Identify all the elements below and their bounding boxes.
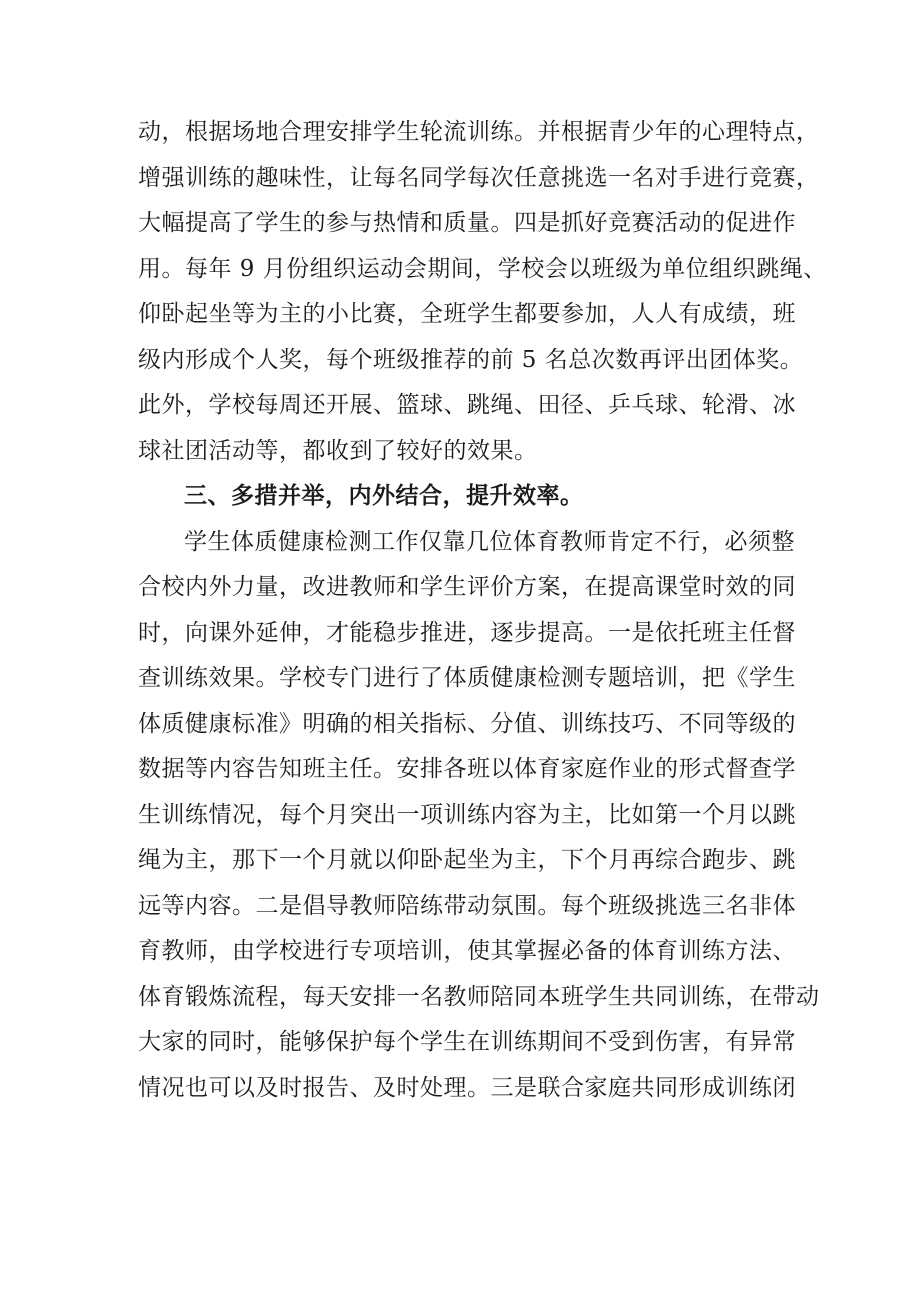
text-line: 球社团活动等，都收到了较好的效果。 [138, 437, 538, 464]
text-line: 育教师，由学校进行专项培训，使其掌握必备的体育训练方法、 [138, 938, 796, 964]
text-line: 动，根据场地合理安排学生轮流训练。并根据青少年的心理特点， [138, 119, 820, 145]
text-line: 生训练情况，每个月突出一项训练内容为主，比如第一个月以跳 [138, 801, 796, 828]
text-line: 大家的同时，能够保护每个学生在训练期间不受到伤害，有异常 [138, 1029, 796, 1055]
section-heading: 三、多措并举，内外结合，提升效率。 [184, 483, 584, 509]
text-line: 查训练效果。学校专门进行了体质健康检测专题培训，把《学生 [138, 665, 796, 691]
text-line: 时，向课外延伸，才能稳步推进，逐步提高。一是依托班主任督 [138, 619, 796, 646]
text-line: 情况也可以及时报告、及时处理。三是联合家庭共同形成训练闭 [138, 1074, 796, 1101]
text-line: 绳为主，那下一个月就以仰卧起坐为主，下个月再综合跑步、跳 [138, 847, 796, 873]
text-line: 增强训练的趣味性，让每名同学每次任意挑选一名对手进行竞赛， [138, 164, 820, 191]
text-line: 体质健康标准》明确的相关指标、分值、训练技巧、不同等级的 [138, 710, 796, 737]
text-line: 大幅提高了学生的参与热情和质量。四是抓好竞赛活动的促进作 [138, 210, 796, 236]
text-line: 用。每年 9 月份组织运动会期间，学校会以班级为单位组织跳绳、 [138, 255, 827, 282]
text-line: 体育锻炼流程，每天安排一名教师陪同本班学生共同训练，在带动 [138, 983, 820, 1010]
paragraph-2 [138, 520, 820, 1112]
text-line: 学生体质健康检测工作仅靠几位体育教师肯定不行，必须整 [184, 528, 795, 555]
text-line: 数据等内容告知班主任。安排各班以体育家庭作业的形式督查学 [138, 756, 796, 782]
text-line: 合校内外力量，改进教师和学生评价方案，在提高课堂时效的同 [138, 574, 796, 600]
text-line: 远等内容。二是倡导教师陪练带动氛围。每个班级挑选三名非体 [138, 892, 796, 919]
text-line: 级内形成个人奖，每个班级推荐的前 5 名总次数再评出团体奖。 [138, 346, 804, 373]
text-line: 仰卧起坐等为主的小比赛，全班学生都要参加，人人有成绩，班 [138, 301, 796, 327]
paragraph-1 [138, 110, 827, 474]
text-line: 此外，学校每周还开展、篮球、跳绳、田径、乒乓球、轮滑、冰 [138, 392, 796, 418]
document-body [138, 110, 827, 1111]
